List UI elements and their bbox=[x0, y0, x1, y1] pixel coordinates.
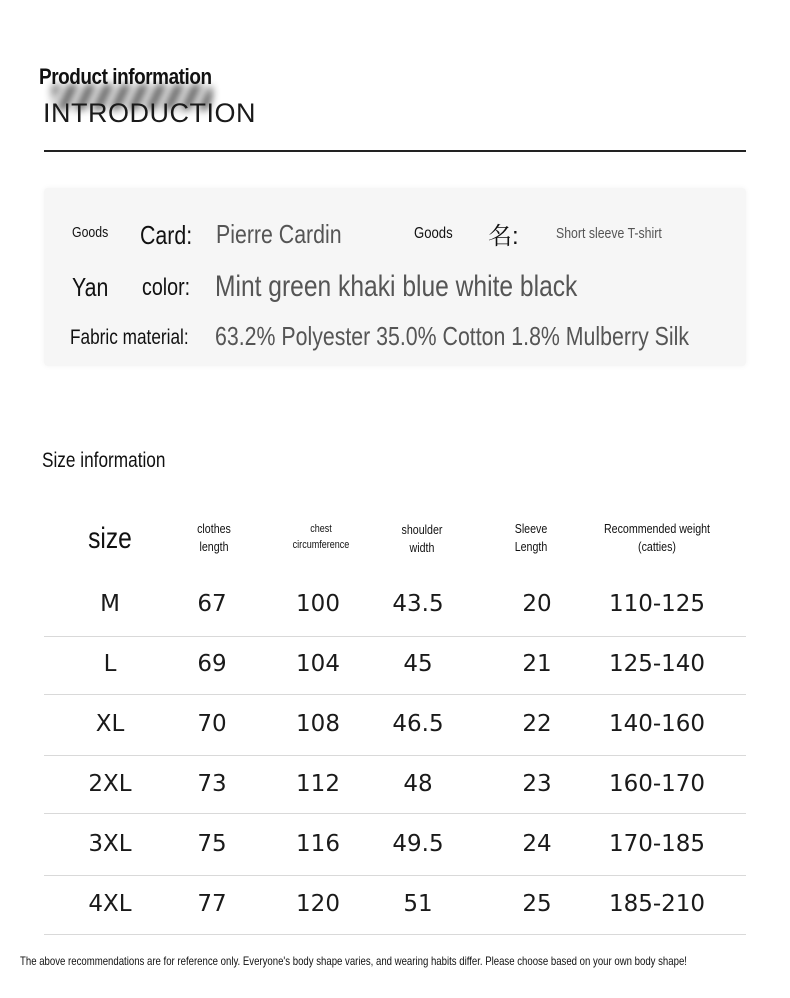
table-cell-weight: 125-140 bbox=[608, 651, 706, 677]
row-divider bbox=[44, 813, 746, 814]
page-subtitle: INTRODUCTION bbox=[43, 98, 256, 128]
table-cell-length: 75 bbox=[197, 831, 227, 857]
table-cell-chest: 108 bbox=[296, 711, 340, 737]
table-cell-shoulder: 49.5 bbox=[392, 831, 444, 857]
table-cell-sleeve: 22 bbox=[522, 711, 552, 737]
table-cell-size: XL bbox=[95, 711, 125, 737]
table-cell-size: L bbox=[103, 651, 117, 677]
table-cell-length: 70 bbox=[197, 711, 227, 737]
name-label: 名: bbox=[488, 223, 519, 250]
table-cell-shoulder: 46.5 bbox=[392, 711, 444, 737]
table-cell-weight: 170-185 bbox=[608, 831, 706, 857]
table-cell-size: 3XL bbox=[88, 831, 132, 857]
brand-label-prefix: Goods bbox=[72, 224, 109, 241]
page-title: Product information bbox=[39, 64, 212, 89]
table-cell-length: 73 bbox=[197, 771, 227, 797]
table-cell-shoulder: 48 bbox=[403, 771, 433, 797]
table-cell-shoulder: 43.5 bbox=[392, 591, 444, 617]
color-label-prefix: Yan bbox=[72, 272, 109, 302]
fabric-label: Fabric material: bbox=[70, 326, 189, 349]
row-divider bbox=[44, 934, 746, 935]
table-cell-length: 69 bbox=[197, 651, 227, 677]
table-cell-weight: 160-170 bbox=[608, 771, 706, 797]
table-cell-size: M bbox=[100, 591, 120, 617]
table-cell-chest: 116 bbox=[296, 831, 340, 857]
table-cell-size: 2XL bbox=[88, 771, 132, 797]
table-cell-size: 4XL bbox=[88, 891, 132, 917]
table-cell-sleeve: 25 bbox=[522, 891, 552, 917]
footnote: The above recommendations are for reference only. Everyone's body shape varies, and wearing habits differ. Please choose based on your own body shape! bbox=[20, 954, 687, 968]
table-cell-length: 67 bbox=[197, 591, 227, 617]
table-cell-chest: 112 bbox=[296, 771, 340, 797]
name-value: Short sleeve T-shirt bbox=[556, 225, 662, 242]
table-cell-weight: 110-125 bbox=[608, 591, 706, 617]
column-header-chest-circumference: chest circumference bbox=[292, 523, 350, 551]
name-label-prefix: Goods bbox=[414, 225, 453, 242]
table-cell-sleeve: 23 bbox=[522, 771, 552, 797]
table-cell-chest: 104 bbox=[296, 651, 340, 677]
brand-value: Pierre Cardin bbox=[216, 219, 342, 249]
size-section-title: Size information bbox=[42, 449, 166, 472]
table-cell-shoulder: 51 bbox=[403, 891, 433, 917]
row-divider bbox=[44, 875, 746, 876]
column-header-size: size bbox=[88, 522, 132, 555]
fabric-value: 63.2% Polyester 35.0% Cotton 1.8% Mulberry Silk bbox=[215, 321, 690, 351]
column-header-sleeve-length: Sleeve Length bbox=[514, 521, 548, 554]
row-divider bbox=[44, 636, 746, 637]
row-divider bbox=[44, 755, 746, 756]
table-cell-sleeve: 21 bbox=[522, 651, 552, 677]
column-header-recommended-weight: Recommended weight (catties) bbox=[603, 521, 711, 554]
table-cell-chest: 120 bbox=[296, 891, 340, 917]
table-cell-length: 77 bbox=[197, 891, 227, 917]
header-divider bbox=[44, 150, 746, 152]
brand-label: Card: bbox=[140, 220, 193, 250]
table-cell-sleeve: 24 bbox=[522, 831, 552, 857]
column-header-clothes-length: clothes length bbox=[197, 521, 231, 554]
table-cell-shoulder: 45 bbox=[403, 651, 433, 677]
color-value: Mint green khaki blue white black bbox=[215, 270, 578, 303]
table-cell-chest: 100 bbox=[296, 591, 340, 617]
row-divider bbox=[44, 694, 746, 695]
color-label: color: bbox=[142, 274, 191, 301]
column-header-shoulder-width: shoulder width bbox=[401, 522, 443, 555]
table-cell-sleeve: 20 bbox=[522, 591, 552, 617]
table-cell-weight: 140-160 bbox=[608, 711, 706, 737]
table-cell-weight: 185-210 bbox=[608, 891, 706, 917]
